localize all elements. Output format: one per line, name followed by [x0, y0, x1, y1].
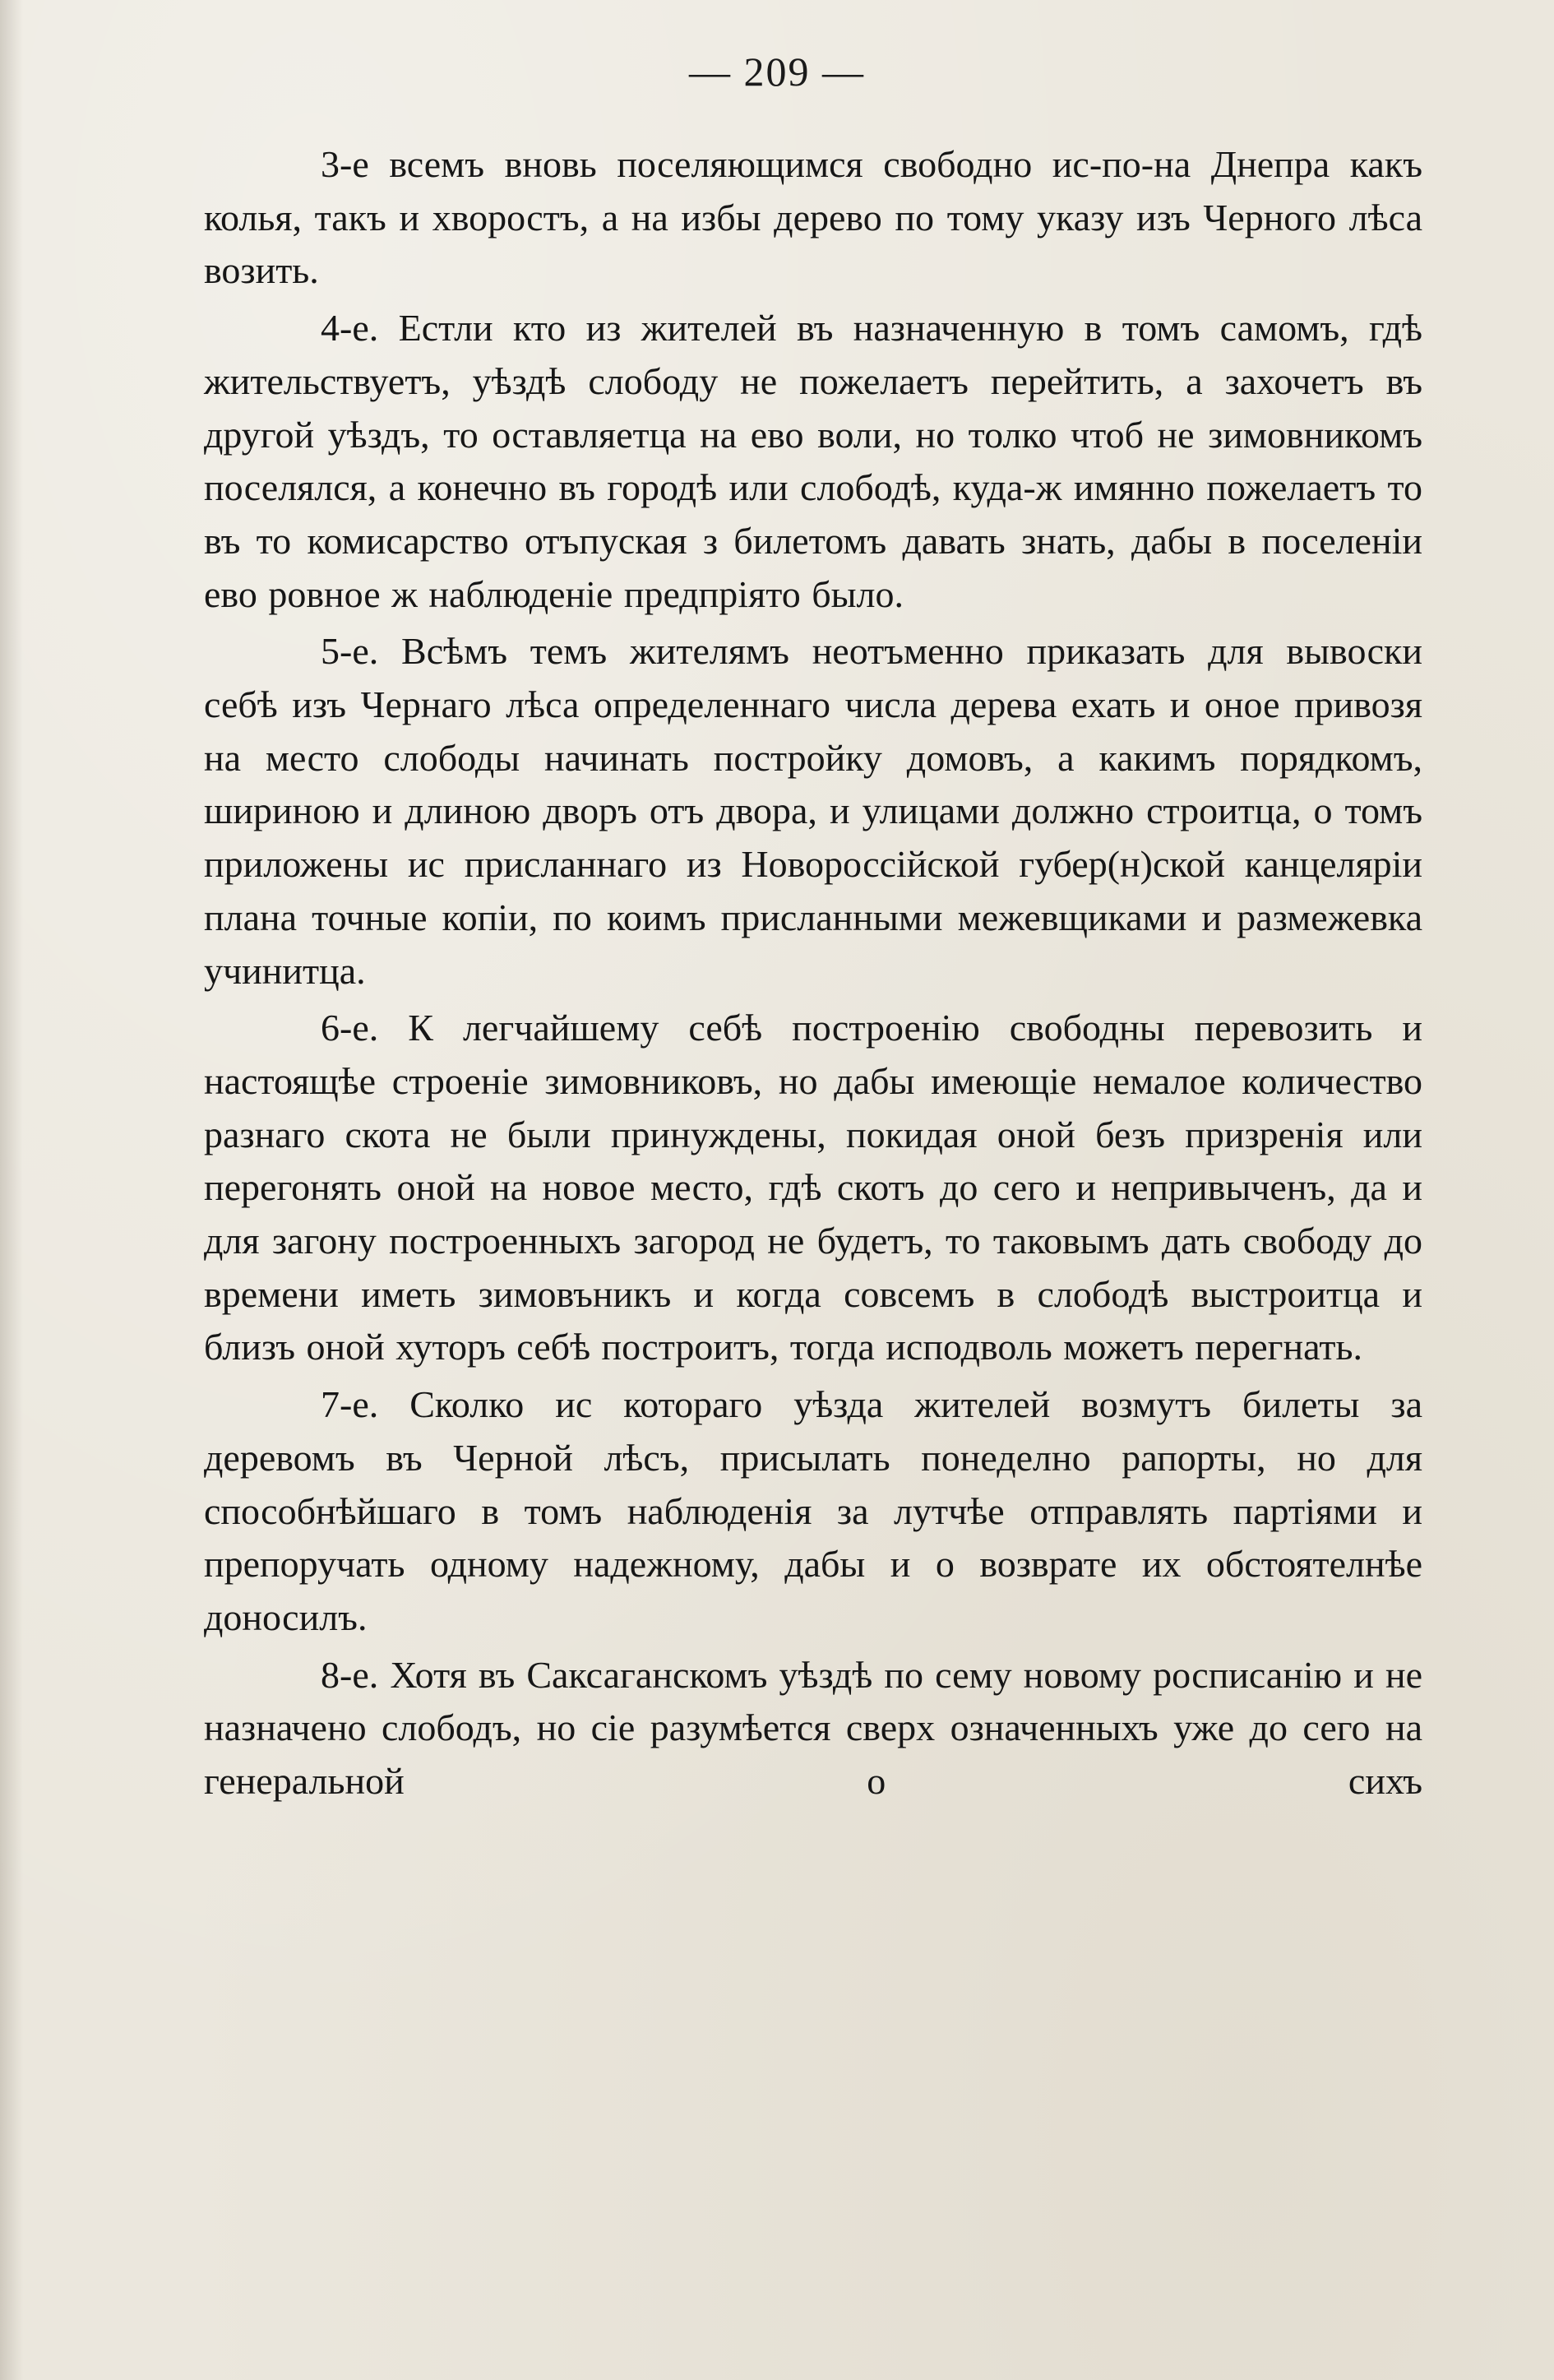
body-text [204, 138, 1422, 1813]
paragraph-3: 3-е всемъ вновь поселяющимся свободно ис-по-на Днепра какъ колья, такъ и хворостъ, а на избы дерево по тому указу изъ Черного лѣса возить. [204, 143, 1422, 292]
paragraph-5: 5-е. Всѣмъ темъ жителямъ неотъменно приказать для вывоски себѣ изъ Чернаго лѣса определеннаго числа дерева ехать и оное привозя на место слободы начинать постройку домовъ, а какимъ порядкомъ, шириною и длиною дворъ отъ двора, и улицами должно строитца, о томъ приложены ис присланнаго из Новороссiйской губер(н)ской канцелярiи плана точные копiи, по коимъ присланными межевщиками и размежевка учинитца. [204, 630, 1422, 992]
binding-shadow [0, 0, 23, 2380]
paragraph-8: 8-е. Хотя въ Саксаганскомъ уѣздѣ по сему новому росписанiю и не назначено слободъ, но сiе разумѣется сверх означенныхъ уже до сего на генеральной о сихъ [204, 1653, 1422, 1803]
paragraph-6: 6-е. К легчайшему себѣ построенiю свободны перевозить и настоящѣе строенiе зимовниковъ, но дабы имеющiе немалое количество разнаго скота не были принуждены, покидая оной безъ призренiя или перегонять оной на новое место, гдѣ скотъ до сего и непривыченъ, да и для загону построенныхъ загород не будетъ, то таковымъ дать свободу до времени иметь зимовъникъ и когда совсемъ в слободѣ выстроитца и близъ оной хуторъ себѣ построитъ, тогда исподволь можетъ перегнать. [204, 1007, 1422, 1368]
paragraph-7: 7-е. Сколко ис котораго уѣзда жителей возмутъ билеты за деревомъ въ Черной лѣсъ, присылать понеделно рапорты, но для способнѣйшаго в томъ наблюденiя за лутчѣе отправлять партiями и препоручать одному надежному, дабы и о возврате их обстоятелнѣе доносилъ. [204, 1383, 1422, 1638]
paragraph-4: 4-е. Естли кто из жителей въ назначенную в томъ самомъ, гдѣ жительствуетъ, уѣздѣ слободу не пожелаетъ перейтить, а захочетъ въ другой уѣздъ, то оставляетца на ево воли, но толко чтоб не зимовникомъ поселялся, а конечно въ городѣ или слободѣ, куда-ж имянно пожелаетъ то въ то комисарство отъпуская з билетомъ давать знать, дабы в поселенiи ево ровное ж наблюденiе предпрiято было. [204, 307, 1422, 615]
page-number: — 209 — [689, 49, 865, 95]
